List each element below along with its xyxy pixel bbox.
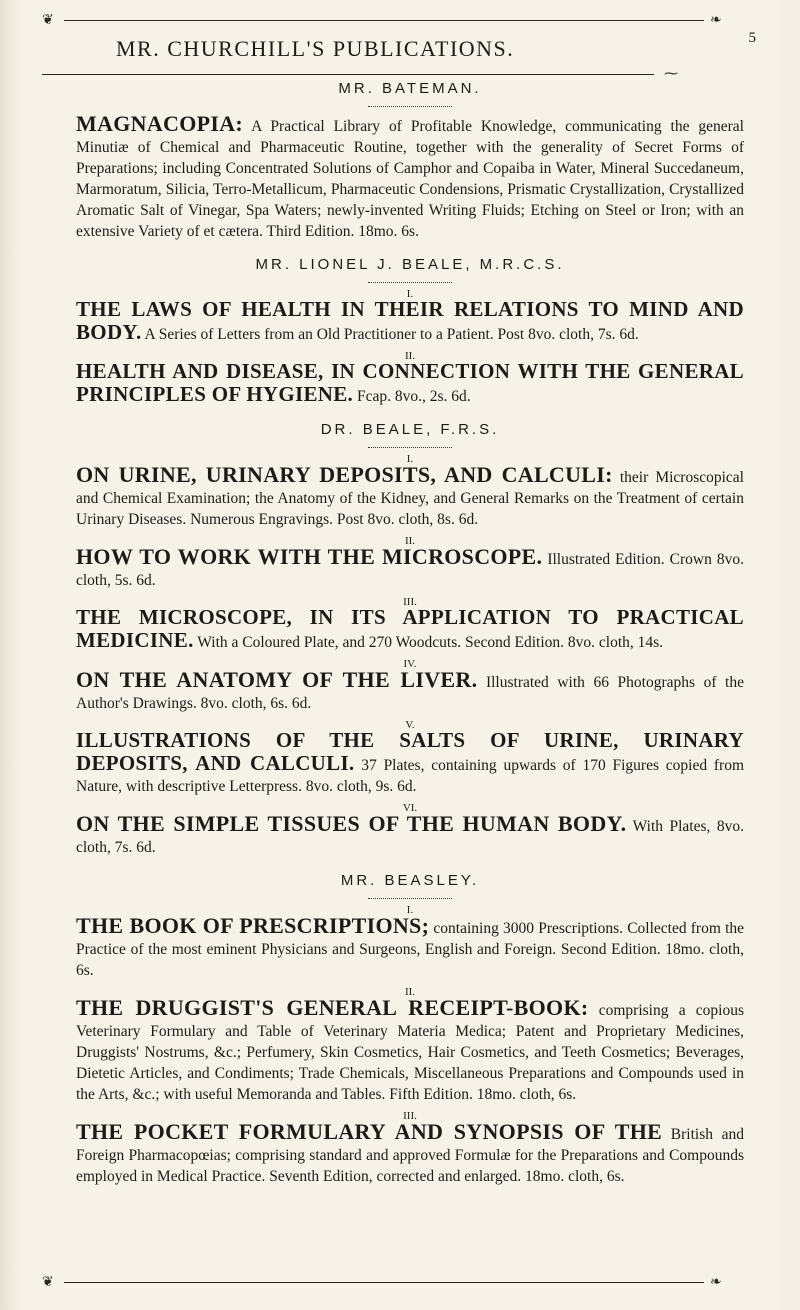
book-entry: [76, 659, 744, 714]
book-entry: [76, 454, 744, 530]
entry-text: [76, 464, 744, 530]
book-description: comprising a copious Veterinary Formulary and Table of Veterinary Materia Medica; Patent and Proprietary Medicines, Druggists' Nostrums, &c.; Perfumery, Skin Cosmetics, Hair Cosmetics, and Teeth Cosmetics; Beverages, Dietetic Articles, and Condiments; Trade Chemicals, Miscellaneous Preparations and Compounds used in the Arts, &c.; with useful Memoranda and Tables. Fifth Edition. 18mo. cloth, 6s.: [76, 1002, 745, 1103]
book-description: A Series of Letters from an Old Practitioner to a Patient. Post 8vo. cloth, 7s. 6d.: [144, 326, 639, 343]
author-heading: MR. LIONEL J. BEALE, M.R.C.S.: [255, 256, 565, 273]
book-title: HEALTH AND DISEASE, IN CONNECTION WITH THE GENERAL PRINCIPLES OF HYGIENE.: [76, 359, 744, 406]
bottom-ornamental-rule: [42, 1274, 762, 1292]
book-description: With Plates, 8vo. cloth, 7s. 6d.: [76, 818, 744, 856]
entry-numeral: I.: [406, 288, 414, 300]
right-flourish-icon: ❧: [710, 12, 722, 28]
book-description: Fcap. 8vo., 2s. 6d.: [356, 388, 471, 405]
entry-numeral: II.: [404, 535, 416, 547]
book-title: MAGNACOPIA:: [76, 111, 244, 136]
book-title: ON THE ANATOMY OF THE LIVER.: [76, 667, 478, 692]
author-heading: MR. BEASLEY.: [340, 872, 480, 889]
entry-text: [76, 546, 744, 591]
entry-numeral: I.: [406, 904, 414, 916]
author-divider: [368, 442, 452, 448]
entry-numeral: V.: [405, 719, 415, 731]
book-entry: [76, 597, 744, 653]
book-entry: [76, 113, 744, 242]
book-entry: [76, 351, 744, 407]
left-flourish-icon: ❦: [42, 12, 54, 28]
page-binding-edge: [0, 0, 18, 1310]
entry-text: [76, 113, 744, 242]
book-entry: [76, 536, 744, 591]
entry-text: [76, 730, 744, 797]
bottom-left-flourish-icon: ❦: [42, 1274, 54, 1290]
book-entry: [76, 1111, 744, 1187]
page-number: 5: [748, 30, 756, 46]
entry-text: [76, 669, 744, 714]
book-entry: [76, 987, 744, 1105]
book-description: A Practical Library of Profitable Knowledge, communicating the general Minutiæ of Chemical and Pharmaceutic Routine, together with the generality of Secret Forms of Preparations; including Concentrated Solutions of Camphor and Copaiba in Water, Mineral Succedaneum, Marmoratum, Silicia, Terro-Metallicum, Pharmaceutic Condensions, Prismatic Crystallization, Crystallized Aromatic Salt of Vinegar, Spa Waters; newly-invented Writing Fluids; Etching on Steel or Iron; with an extensive Variety of et cætera. Third Edition. 18mo. 6s.: [76, 118, 744, 240]
book-entry: [76, 720, 744, 797]
book-title: THE DRUGGIST'S GENERAL RECEIPT-BOOK:: [76, 995, 589, 1020]
entry-numeral: III.: [403, 596, 417, 608]
book-title: THE POCKET FORMULARY AND SYNOPSIS OF THE: [76, 1119, 663, 1144]
entry-numeral: II.: [404, 350, 416, 362]
author-heading: MR. BATEMAN.: [338, 80, 482, 97]
entry-text: [76, 1121, 744, 1187]
book-description: Illustrated Edition. Crown 8vo. cloth, 5s. 6d.: [76, 551, 744, 589]
book-title: THE LAWS OF HEALTH IN THEIR RELATIONS TO MIND AND BODY.: [76, 297, 744, 344]
running-header: [42, 30, 762, 82]
book-description: British and Foreign Pharmacopœias; comprising standard and approved Formulæ for the Preparations and Compounds employed in Medical Practice. Seventh Edition, corrected and enlarged. 18mo. cloth, 6s.: [76, 1126, 745, 1185]
top-ornamental-rule: [42, 12, 762, 30]
header-title: MR. CHURCHILL'S PUBLICATIONS.: [116, 36, 515, 61]
entry-numeral: IV.: [403, 658, 417, 670]
catalogue-listing: [76, 74, 744, 1187]
entry-text: [76, 361, 744, 407]
book-description: With a Coloured Plate, and 270 Woodcuts. Second Edition. 8vo. cloth, 14s.: [197, 634, 664, 651]
book-title: THE MICROSCOPE, IN ITS APPLICATION TO PRACTICAL MEDICINE.: [76, 605, 744, 652]
author-divider: [368, 893, 452, 899]
book-description: 37 Plates, containing upwards of 170 Figures copied from Nature, with descriptive Letterpress. 8vo. cloth, 9s. 6d.: [76, 757, 745, 795]
book-title: HOW TO WORK WITH THE MICROSCOPE.: [76, 544, 543, 569]
book-entry: [76, 289, 744, 345]
entry-numeral: I.: [406, 453, 414, 465]
bottom-right-flourish-icon: ❧: [710, 1274, 722, 1290]
author-heading: DR. BEALE, F.R.S.: [320, 421, 500, 438]
book-title: THE BOOK OF PRESCRIPTIONS;: [76, 913, 430, 938]
book-title: ON THE SIMPLE TISSUES OF THE HUMAN BODY.: [76, 811, 627, 836]
entry-numeral: III.: [403, 1110, 417, 1122]
book-description: their Microscopical and Chemical Examination; the Anatomy of the Kidney, and General Remarks on the Treatment of certain Urinary Diseases. Numerous Engravings. Post 8vo. cloth, 8s. 6d.: [76, 469, 744, 528]
entry-text: [76, 997, 744, 1105]
author-divider: [368, 277, 452, 283]
entry-numeral: II.: [404, 986, 416, 998]
entry-text: [76, 813, 744, 858]
book-title: ON URINE, URINARY DEPOSITS, AND CALCULI:: [76, 462, 613, 487]
entry-text: [76, 299, 744, 345]
entry-text: [76, 607, 744, 653]
author-divider: [368, 101, 452, 107]
book-title: ILLUSTRATIONS OF THE SALTS OF URINE, URINARY DEPOSITS, AND CALCULI.: [76, 728, 744, 775]
entry-numeral: VI.: [402, 802, 418, 814]
catalogue-page: [18, 0, 782, 1310]
header-flourish-icon: ⁓: [664, 66, 678, 82]
entry-text: [76, 915, 744, 981]
book-entry: [76, 803, 744, 858]
book-entry: [76, 905, 744, 981]
book-description: containing 3000 Prescriptions. Collected from the Practice of the most eminent Physicians and Surgeons, English and Foreign. Second Edition. 18mo. cloth, 6s.: [76, 920, 745, 979]
book-description: Illustrated with 66 Photographs of the Author's Drawings. 8vo. cloth, 6s. 6d.: [76, 674, 744, 712]
